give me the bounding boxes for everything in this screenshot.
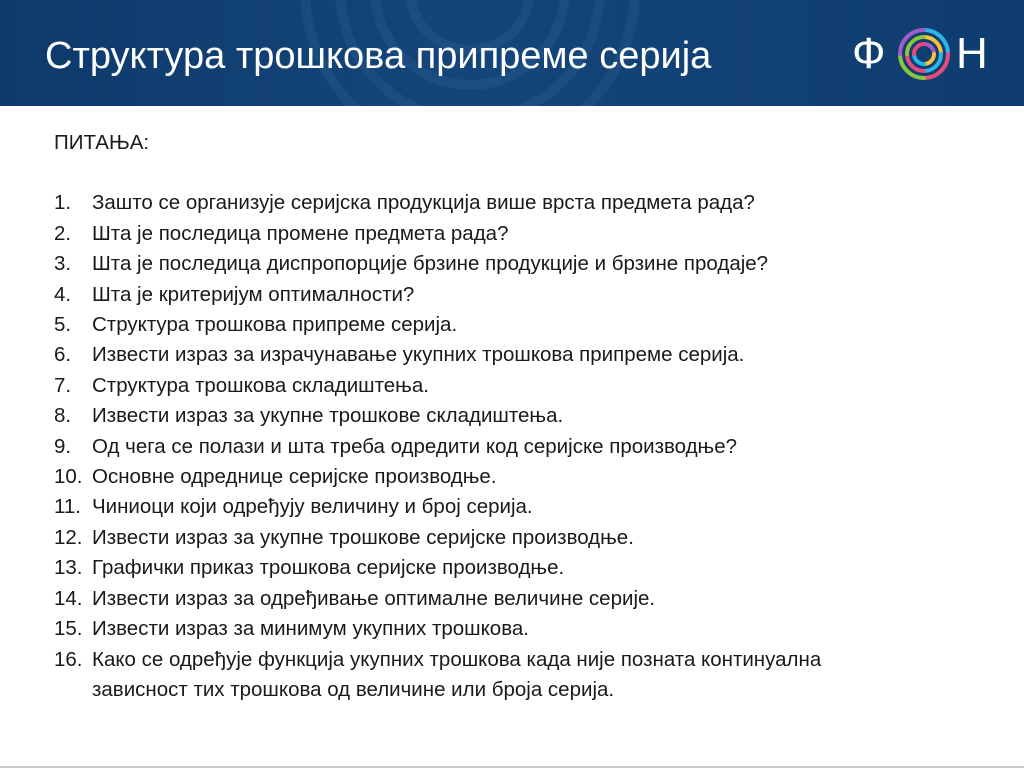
header-bar xyxy=(0,0,1024,106)
question-item xyxy=(54,310,994,340)
question-item xyxy=(54,371,994,401)
question-item xyxy=(54,249,994,279)
question-text: Зашто се организује серијска продукција више врста предмета рада? xyxy=(92,191,755,215)
question-item xyxy=(54,614,994,644)
question-number: 15. xyxy=(54,617,83,641)
question-item xyxy=(54,188,994,218)
question-text: Шта је критеријум оптималности? xyxy=(92,282,415,306)
question-number: 16. xyxy=(54,647,83,671)
logo-letter-f: Ф xyxy=(852,29,886,78)
question-number: 3. xyxy=(54,252,72,276)
question-number: 13. xyxy=(54,556,83,580)
question-number: 6. xyxy=(54,343,72,367)
question-number: 4. xyxy=(54,282,72,306)
question-text: Од чега се полази и шта треба одредити код серијске производње? xyxy=(92,434,738,458)
question-number: 8. xyxy=(54,404,72,428)
question-text: Структура трошкова припреме серија. xyxy=(92,313,458,337)
question-text: Структура трошкова складиштења. xyxy=(92,373,429,397)
question-number: 7. xyxy=(54,373,72,397)
question-item xyxy=(54,280,994,310)
question-text: Извести израз за минимум укупних трошкова. xyxy=(92,617,529,641)
question-item xyxy=(54,523,994,553)
question-text: Основне одреднице серијске производње. xyxy=(92,465,497,489)
question-item xyxy=(54,584,994,614)
question-number: 1. xyxy=(54,191,72,215)
question-number: 14. xyxy=(54,586,83,610)
question-text: Графички приказ трошкова серијске производње. xyxy=(92,556,565,580)
question-text: Како се одређује функција укупних трошкова када није позната континуална зависност тих трошкова од величине или броја серија. xyxy=(92,647,822,701)
question-number: 5. xyxy=(54,313,72,337)
question-item xyxy=(54,553,994,583)
question-item xyxy=(54,219,994,249)
question-item xyxy=(54,401,994,431)
question-text: Чиниоци који одређују величину и број серија. xyxy=(92,495,533,519)
fon-logo xyxy=(852,26,1002,86)
slide-title: Структура трошкова припреме серија xyxy=(45,35,712,77)
question-text: Шта је последица диспропорције брзине продукције и брзине продаје? xyxy=(92,252,769,276)
fon-ring-logo-icon xyxy=(896,26,952,82)
question-number: 10. xyxy=(54,465,83,489)
question-number: 12. xyxy=(54,525,83,549)
question-text: Извести израз за одређивање оптималне величине серије. xyxy=(92,586,656,610)
question-text: Извести израз за укупне трошкове складиштења. xyxy=(92,404,564,428)
question-item xyxy=(54,340,994,370)
question-item xyxy=(54,432,994,462)
question-item xyxy=(54,462,994,492)
question-number: 9. xyxy=(54,434,72,458)
question-number: 11. xyxy=(54,495,81,519)
question-text: Шта је последица промене предмета рада? xyxy=(92,221,509,245)
question-number: 2. xyxy=(54,221,72,245)
question-item xyxy=(54,645,994,706)
questions-list xyxy=(54,188,994,705)
question-text: Извести израз за израчунавање укупних трошкова припреме серија. xyxy=(92,343,745,367)
question-text: Извести израз за укупне трошкове серијске производње. xyxy=(92,525,634,549)
questions-heading: ПИТАЊА: xyxy=(54,131,150,154)
logo-letter-n: Н xyxy=(956,29,988,78)
questions-content xyxy=(54,128,994,705)
question-item xyxy=(54,492,994,522)
